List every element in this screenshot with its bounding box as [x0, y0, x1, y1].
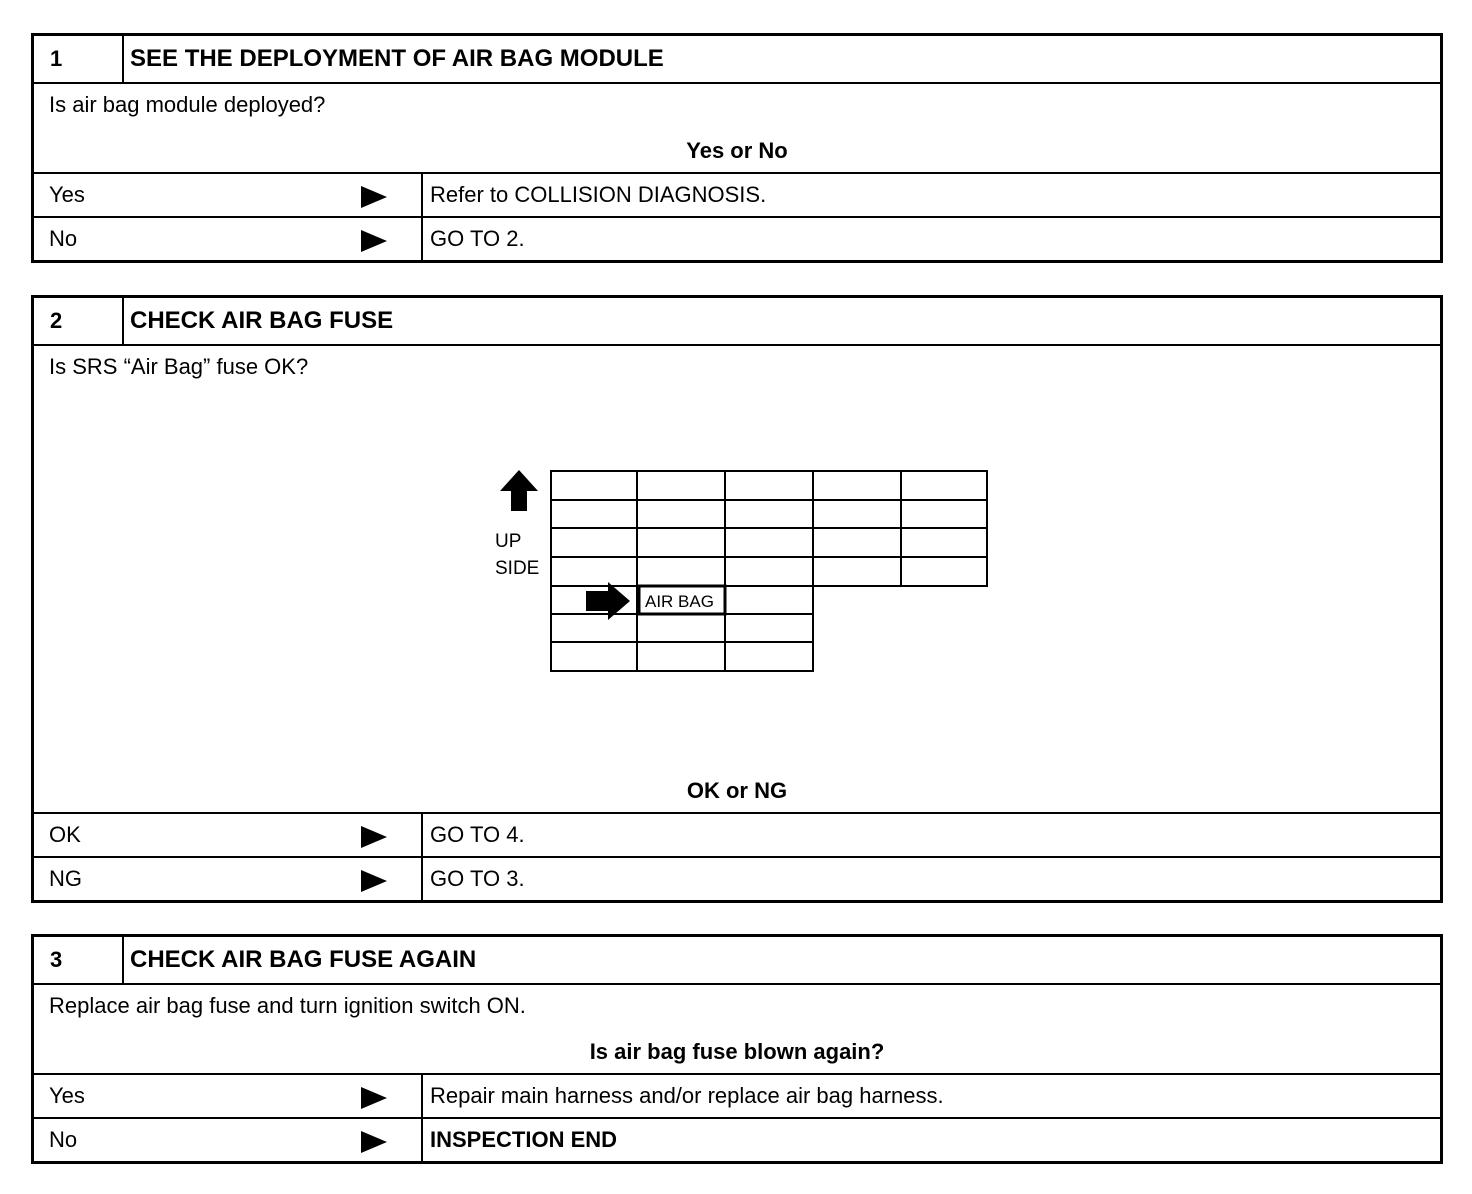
step-2	[31, 295, 1443, 903]
step-question: Replace air bag fuse and turn ignition switch ON.	[49, 993, 526, 1018]
column-divider	[421, 858, 423, 900]
step-body	[34, 84, 1440, 174]
option-row-yes	[34, 174, 1440, 216]
option-row-no	[34, 1117, 1440, 1161]
option-result: Refer to COLLISION DIAGNOSIS.	[430, 182, 767, 207]
answer-label: Is air bag fuse blown again?	[589, 1039, 885, 1064]
step-number: 3	[34, 937, 124, 983]
fuse-block-diagram	[484, 466, 1004, 686]
option-label: No	[49, 226, 78, 251]
option-result: GO TO 3.	[430, 866, 525, 891]
option-label: No	[49, 1127, 78, 1152]
option-result: GO TO 2.	[430, 226, 525, 251]
option-result: GO TO 4.	[430, 822, 525, 847]
arrow-right-icon	[361, 870, 387, 892]
fuse-grid	[551, 471, 987, 671]
option-label: OK	[49, 822, 81, 847]
air-bag-fuse-label: AIR BAG	[645, 592, 714, 611]
up-arrow-icon	[500, 470, 538, 511]
option-result: Repair main harness and/or replace air bag harness.	[430, 1083, 944, 1108]
step-number: 1	[34, 36, 124, 82]
step-header	[34, 298, 1440, 346]
column-divider	[421, 1075, 423, 1117]
option-row-ng	[34, 856, 1440, 900]
answer-label: OK or NG	[686, 778, 788, 803]
step-body	[34, 346, 1440, 814]
column-divider	[421, 174, 423, 216]
step-question: Is SRS “Air Bag” fuse OK?	[49, 354, 309, 379]
step-3	[31, 934, 1443, 1164]
step-header	[34, 36, 1440, 84]
option-label: Yes	[49, 182, 85, 207]
step-number: 2	[34, 298, 124, 344]
step-title: SEE THE DEPLOYMENT OF AIR BAG MODULE	[130, 45, 664, 72]
column-divider	[421, 218, 423, 260]
step-title: CHECK AIR BAG FUSE	[130, 307, 394, 334]
option-result: INSPECTION END	[430, 1127, 618, 1152]
step-title: CHECK AIR BAG FUSE AGAIN	[130, 946, 477, 973]
step-body	[34, 985, 1440, 1075]
arrow-right-icon	[361, 230, 387, 252]
answer-label: Yes or No	[686, 138, 788, 163]
option-row-yes	[34, 1075, 1440, 1117]
arrow-right-icon	[361, 826, 387, 848]
option-label: Yes	[49, 1083, 85, 1108]
arrow-right-icon	[361, 1131, 387, 1153]
step-1	[31, 33, 1443, 263]
side-label: SIDE	[495, 558, 540, 579]
arrow-right-icon	[361, 186, 387, 208]
option-row-ok	[34, 814, 1440, 856]
step-header	[34, 937, 1440, 985]
option-label: NG	[49, 866, 82, 891]
option-row-no	[34, 216, 1440, 260]
step-question: Is air bag module deployed?	[49, 92, 326, 117]
column-divider	[421, 1119, 423, 1161]
up-label: UP	[495, 531, 522, 552]
arrow-right-icon	[361, 1087, 387, 1109]
column-divider	[421, 814, 423, 856]
